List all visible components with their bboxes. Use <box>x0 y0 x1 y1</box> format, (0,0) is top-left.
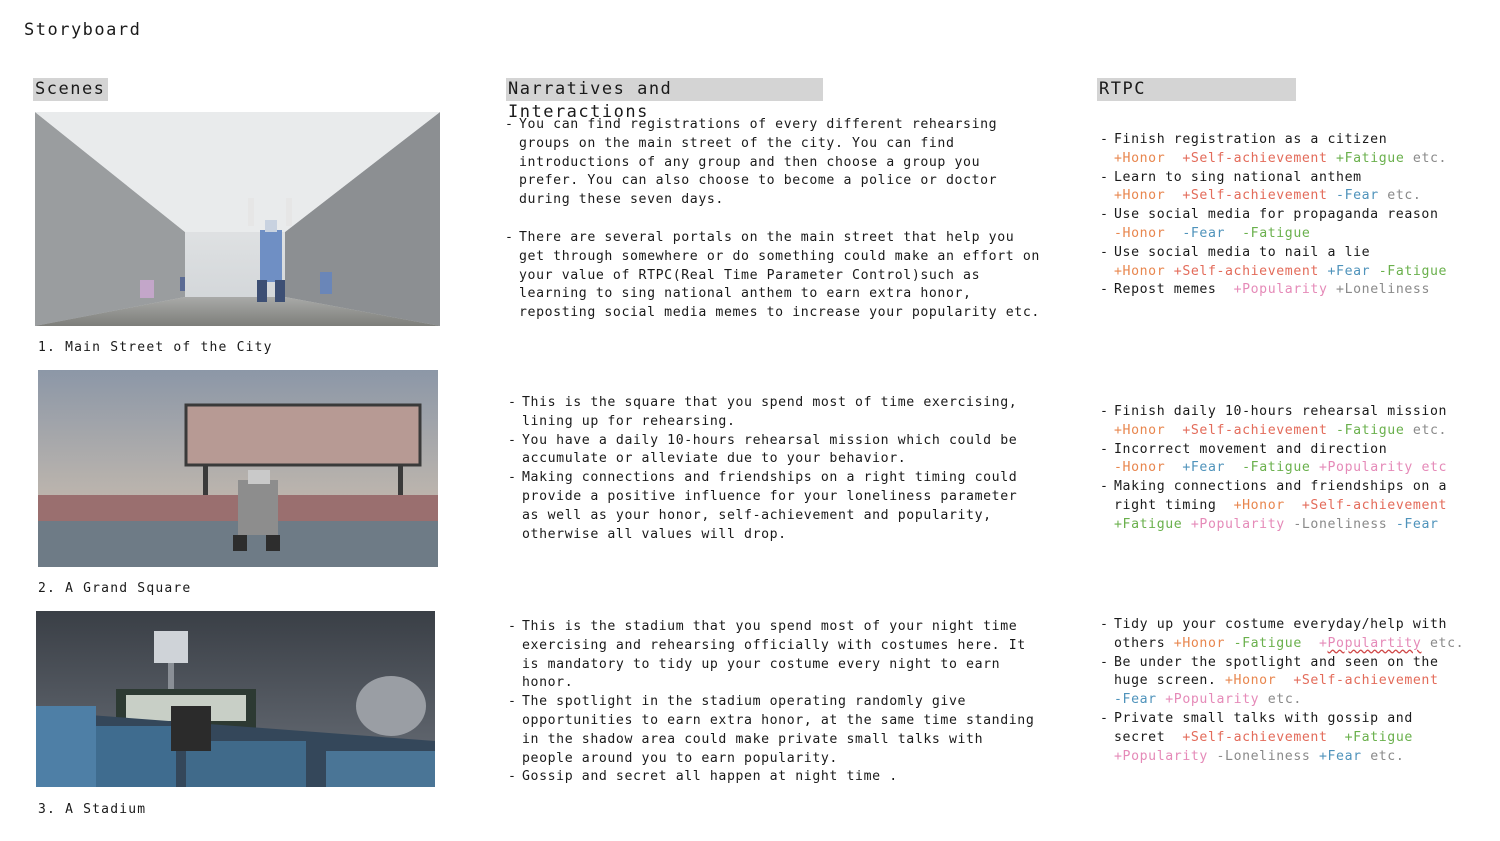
rtpc-line <box>1114 729 1490 748</box>
rtpc-item <box>1100 281 1490 300</box>
narrative-item: - You can find registrations of every different rehearsing groups on the main street of the city. You can find introductions of any group and then choose a group you prefer. You can also choose to become a police or doctor during these seven days. <box>505 116 1065 210</box>
rtpc-parameter-tag: -Loneliness <box>1293 516 1396 532</box>
narrative-item: - This is the square that you spend most of time exercising, lining up for rehearsing. <box>508 394 1068 432</box>
narratives-header: Narratives and Interactions <box>506 78 823 101</box>
narrative-item: - This is the stadium that you spend most of your night time exercising and rehearsing officially with costumes here. It is mandatory to tidy up your costume every night to earn honor. <box>508 618 1068 693</box>
rtpc-action-text: right timing <box>1114 497 1234 513</box>
rtpc-item <box>1100 654 1490 710</box>
rtpc-parameter-tag: -Fatigue <box>1242 460 1319 476</box>
rtpc-parameter-tag: +Popularity <box>1165 692 1268 708</box>
rtpc-line <box>1114 478 1490 497</box>
rtpc-action-text: Be under the spotlight and seen on the <box>1114 654 1439 670</box>
rtpc-item <box>1100 616 1490 654</box>
narrative-block-stadium <box>508 618 1068 787</box>
rtpc-item <box>1100 478 1490 534</box>
rtpc-parameter-tag: +Fatigue <box>1114 516 1191 532</box>
rtpc-parameter-tag: -Fear <box>1395 516 1439 532</box>
rtpc-list-main-street <box>1100 131 1490 300</box>
rtpc-parameter-tag: etc. <box>1267 692 1302 708</box>
rtpc-parameter-tag: +Self-achievement <box>1173 263 1328 279</box>
rtpc-parameter-tag: +Honor <box>1173 635 1234 651</box>
rtpc-parameter-tag: -Fear <box>1336 188 1388 204</box>
rtpc-action-text: Incorrect movement and direction <box>1114 441 1388 457</box>
rtpc-parameter-tag: +Self-achievement <box>1301 497 1448 513</box>
rtpc-action-text: Repost memes <box>1114 282 1234 298</box>
rtpc-line <box>1114 281 1490 300</box>
rtpc-parameter-tag: +Self-achievement <box>1182 188 1337 204</box>
rtpc-parameter-tag: +Self-achievement <box>1293 673 1439 689</box>
rtpc-parameter-tag: etc. <box>1387 188 1422 204</box>
rtpc-item <box>1100 244 1490 282</box>
rtpc-item <box>1100 131 1490 169</box>
scenes-header: Scenes <box>33 78 108 101</box>
rtpc-line <box>1114 672 1490 691</box>
page-title: Storyboard <box>24 20 142 40</box>
rtpc-item <box>1100 206 1490 244</box>
narrative-item: - The spotlight in the stadium operating randomly give opportunities to earn extra honor, at the same time standing in the shadow area could make private small talks with people around you to earn popularity. <box>508 693 1068 768</box>
scene-image-main-street <box>35 112 440 326</box>
rtpc-line <box>1114 441 1490 460</box>
scene-caption: 3. A Stadium <box>38 802 147 817</box>
rtpc-parameter-tag: -Fatigue <box>1336 422 1413 438</box>
rtpc-header: RTPC <box>1097 78 1296 101</box>
rtpc-parameter-tag: +Self-achievement <box>1182 150 1337 166</box>
rtpc-parameter-tag: + <box>1318 635 1328 651</box>
rtpc-line <box>1114 206 1490 225</box>
rtpc-parameter-tag: -Loneliness <box>1216 748 1319 764</box>
rtpc-parameter-tag: +Popularity <box>1233 282 1337 298</box>
rtpc-action-text: Use social media for propaganda reason <box>1114 207 1439 223</box>
scene-caption: 2. A Grand Square <box>38 581 192 596</box>
rtpc-action-text: Tidy up your costume everyday/help with <box>1114 617 1448 632</box>
rtpc-parameter-tag: +Self-achievement <box>1182 729 1345 745</box>
scene-image-grand-square <box>38 370 438 567</box>
rtpc-action-text: Learn to sing national anthem <box>1114 169 1362 185</box>
rtpc-parameter-tag: +Honor <box>1114 422 1183 438</box>
rtpc-line <box>1114 263 1490 282</box>
scene-image-stadium <box>36 611 435 787</box>
rtpc-parameter-tag: +Honor <box>1114 188 1183 204</box>
rtpc-parameter-tag: -Fatigue <box>1233 635 1319 651</box>
rtpc-parameter-tag: etc. <box>1412 150 1448 166</box>
rtpc-parameter-tag: +Popularity etc <box>1318 460 1448 476</box>
rtpc-action-text: huge screen. <box>1114 673 1226 689</box>
rtpc-parameter-tag: +Self-achievement <box>1182 422 1337 438</box>
rtpc-parameter-tag: -Fear <box>1182 225 1243 241</box>
rtpc-parameter-tag: +Popularity <box>1190 516 1294 532</box>
rtpc-parameter-tag: +Fatigue <box>1336 150 1413 166</box>
rtpc-line <box>1114 150 1490 169</box>
narrative-item: - Gossip and secret all happen at night time . <box>508 768 1068 787</box>
rtpc-parameter-tag: +Honor <box>1114 263 1174 279</box>
rtpc-action-text: others <box>1114 635 1174 651</box>
rtpc-parameter-tag: -Honor <box>1114 225 1183 241</box>
rtpc-parameter-tag: +Fear <box>1182 460 1243 476</box>
rtpc-action-text: Private small talks with gossip and <box>1114 710 1413 726</box>
rtpc-action-text: Finish registration as a citizen <box>1114 132 1388 147</box>
rtpc-parameter-tag: +Popularity <box>1114 748 1217 764</box>
rtpc-action-text: Use social media to nail a lie <box>1114 244 1371 260</box>
rtpc-list-stadium <box>1100 616 1490 766</box>
rtpc-item <box>1100 403 1490 441</box>
rtpc-parameter-tag: +Fear <box>1327 263 1379 279</box>
rtpc-parameter-tag: -Fear <box>1114 692 1166 708</box>
rtpc-parameter-tag: -Fatigue <box>1378 263 1448 279</box>
rtpc-line <box>1114 654 1490 673</box>
rtpc-item <box>1100 441 1490 479</box>
rtpc-parameter-tag: +Loneliness <box>1336 282 1430 298</box>
rtpc-line <box>1114 635 1490 654</box>
rtpc-line <box>1114 691 1490 710</box>
rtpc-line <box>1114 422 1490 441</box>
rtpc-item <box>1100 169 1490 207</box>
narrative-item: - There are several portals on the main street that help you get through somewhere or do something could make an effort on your value of RTPC(Real Time Parameter Control)such as learning to sing national anthem to earn extra honor, reposting social media memes to increase your popularity etc. <box>505 229 1065 323</box>
rtpc-line <box>1114 497 1490 516</box>
rtpc-parameter-tag: +Fatigue <box>1344 729 1413 745</box>
narrative-block-main-street <box>505 116 1065 323</box>
rtpc-parameter-tag: -Fatigue <box>1242 225 1311 241</box>
rtpc-line <box>1114 131 1490 150</box>
rtpc-line <box>1114 516 1490 535</box>
scene-caption: 1. Main Street of the City <box>38 340 273 355</box>
rtpc-line <box>1114 169 1490 188</box>
rtpc-line <box>1114 225 1490 244</box>
rtpc-line <box>1114 710 1490 729</box>
rtpc-line <box>1114 187 1490 206</box>
rtpc-parameter-tag: +Honor <box>1114 150 1183 166</box>
narrative-item: - You have a daily 10-hours rehearsal mission which could be accumulate or alleviate due to your behavior. <box>508 432 1068 470</box>
rtpc-action-text: secret <box>1114 729 1183 745</box>
rtpc-line <box>1114 748 1490 767</box>
rtpc-line <box>1114 616 1490 635</box>
rtpc-parameter-tag: +Honor <box>1225 673 1294 689</box>
rtpc-parameter-tag: -Honor <box>1114 460 1183 476</box>
rtpc-parameter-tag: etc. <box>1412 422 1448 438</box>
rtpc-parameter-tag: +Honor <box>1233 497 1302 513</box>
rtpc-action-text: Finish daily 10-hours rehearsal mission <box>1114 404 1448 419</box>
rtpc-parameter-tag: etc. <box>1370 748 1405 764</box>
rtpc-list-grand-square <box>1100 403 1490 535</box>
rtpc-line <box>1114 403 1490 422</box>
rtpc-action-text: Making connections and friendships on a <box>1114 479 1448 495</box>
rtpc-line <box>1114 244 1490 263</box>
narrative-block-grand-square <box>508 394 1068 544</box>
narrative-item: - Making connections and friendships on a right timing could provide a positive influence for your loneliness parameter as well as your honor, self-achievement and popularity, otherwise all values will drop. <box>508 469 1068 544</box>
rtpc-parameter-tag: +Fear <box>1318 748 1371 764</box>
rtpc-parameter-tag: etc. <box>1421 635 1465 651</box>
rtpc-item <box>1100 710 1490 766</box>
rtpc-parameter-tag: Populartity <box>1327 635 1422 651</box>
rtpc-line <box>1114 459 1490 478</box>
